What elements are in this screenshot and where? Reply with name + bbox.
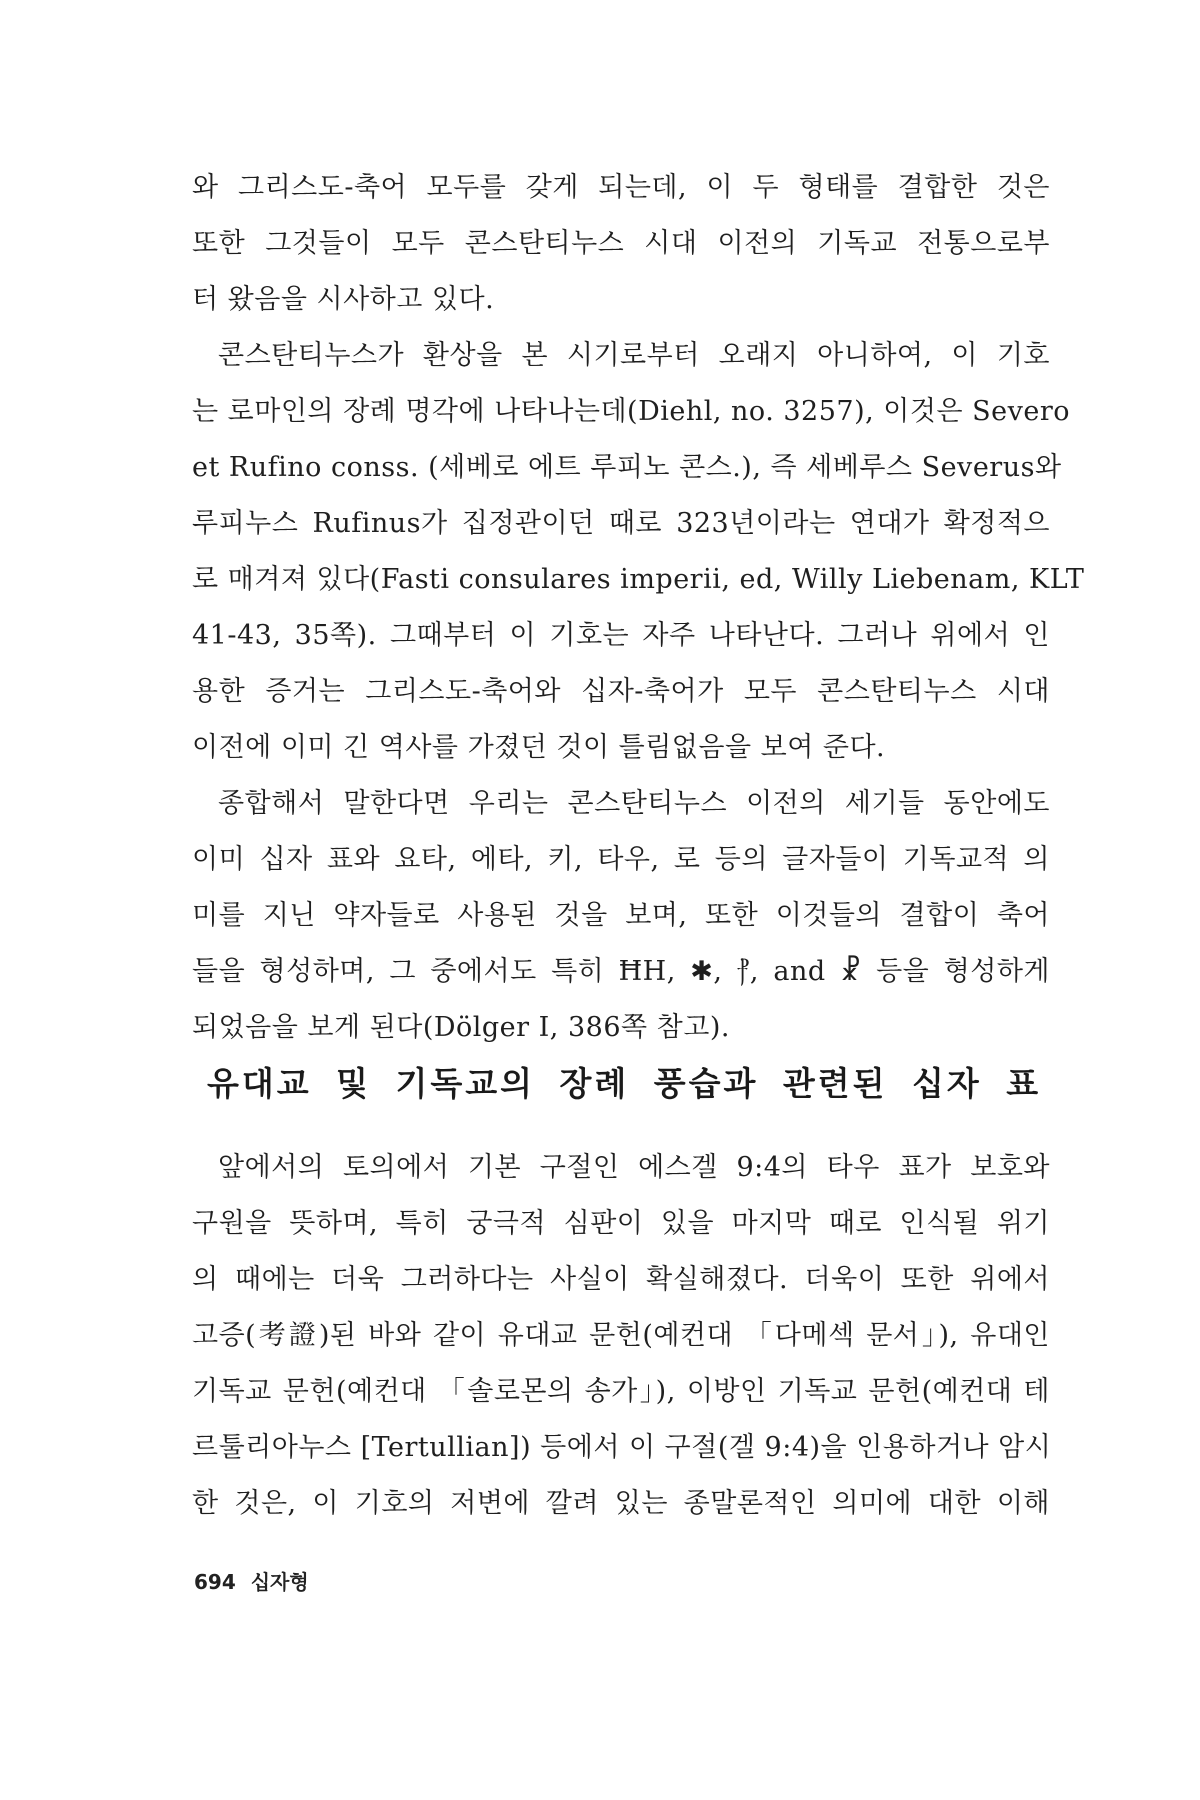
text-line: 르툴리아누스 [Tertullian]) 등에서 이 구절(겔 9:4)을 인용하거나 암시 (192, 1432, 1052, 1463)
text-line: 루피누스 Rufinus가 집정관이던 때로 323년이라는 연대가 확정적으 (192, 508, 1050, 539)
text-line: 고증(考證)된 바와 같이 유대교 문헌(예컨대 「다메섹 문서」), 유대인 (192, 1320, 1050, 1351)
text-line: 구원을 뜻하며, 특히 궁극적 심판이 있을 마지막 때로 인식될 위기 (192, 1208, 1050, 1239)
text-line: 의 때에는 더욱 그러하다는 사실이 확실해졌다. 더욱이 또한 위에서 (192, 1264, 1050, 1295)
text-line: 한 것은, 이 기호의 저변에 깔려 있는 종말론적인 의미에 대한 이해 (192, 1488, 1050, 1519)
page-number: 694 (194, 1570, 236, 1594)
text-line: 들을 형성하며, 그 중에서도 특히 ĦH, ✱, ⳨, and ☧ 등을 형성하게 (192, 956, 1050, 987)
text-line: 이전에 이미 긴 역사를 가졌던 것이 틀림없음을 보여 준다. (192, 732, 886, 763)
text-line: 는 로마인의 장례 명각에 나타나는데(Diehl, no. 3257), 이것은 Severo (192, 396, 1070, 427)
paragraph-summary (192, 776, 1050, 1056)
text-line: 이미 십자 표와 요타, 에타, 키, 타우, 로 등의 글자들이 기독교적 의 (192, 844, 1050, 875)
text-line: 와 그리스도-축어 모두를 갖게 되는데, 이 두 형태를 결합한 것은 (192, 172, 1050, 203)
text-line: et Rufino conss. (세베로 에트 루피노 콘스.), 즉 세베루스 Severus와 (192, 452, 1062, 483)
page-footer (194, 1566, 309, 1595)
text-line: 앞에서의 토의에서 기본 구절인 에스겔 9:4의 타우 표가 보호와 (218, 1152, 1050, 1183)
paragraph-roman-epitaph (192, 328, 1085, 776)
paragraph-continued (192, 160, 1050, 328)
paragraph-funeral-customs (192, 1140, 1050, 1532)
text-line: 되었음을 보게 된다(Dölger I, 386쪽 참고). (192, 1012, 730, 1043)
section-heading: 유대교 및 기독교의 장례 풍습과 관련된 십자 표 (207, 1064, 1042, 1103)
text-line: 또한 그것들이 모두 콘스탄티누스 시대 이전의 기독교 전통으로부 (192, 228, 1050, 259)
text-line: 41-43, 35쪽). 그때부터 이 기호는 자주 나타난다. 그러나 위에서 인 (192, 620, 1050, 651)
text-line: 로 매겨져 있다(Fasti consulares imperii, ed, Willy Liebenam, KLT (192, 564, 1085, 595)
text-line: 용한 증거는 그리스도-축어와 십자-축어가 모두 콘스탄티누스 시대 (192, 676, 1050, 707)
running-title: 십자형 (250, 1570, 309, 1594)
text-line: 미를 지닌 약자들로 사용된 것을 보며, 또한 이것들의 결합이 축어 (192, 900, 1050, 931)
text-line: 콘스탄티누스가 환상을 본 시기로부터 오래지 아니하여, 이 기호 (218, 340, 1050, 371)
text-line: 기독교 문헌(예컨대 「솔로몬의 송가」), 이방인 기독교 문헌(예컨대 테 (192, 1376, 1050, 1407)
text-line: 터 왔음을 시사하고 있다. (192, 284, 495, 315)
text-line: 종합해서 말한다면 우리는 콘스탄티누스 이전의 세기들 동안에도 (218, 788, 1050, 819)
